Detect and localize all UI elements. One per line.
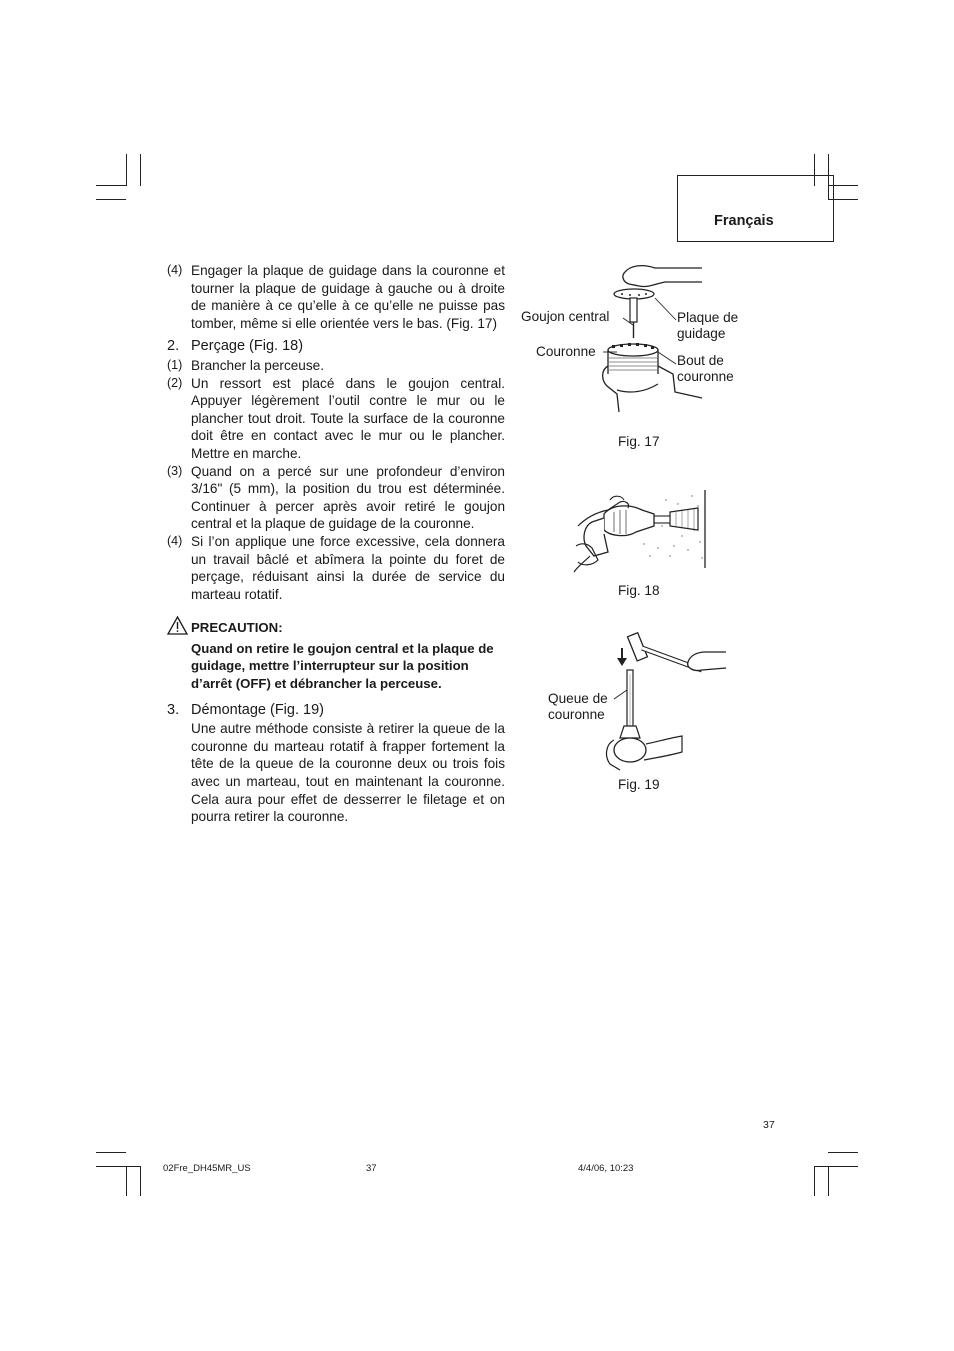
item-number: (2)	[167, 375, 183, 390]
figure-caption: Fig. 19	[618, 777, 660, 792]
section-number: 2.	[167, 338, 180, 355]
section-title: Perçage (Fig. 18)	[191, 338, 304, 355]
figure-caption: Fig. 18	[618, 583, 660, 598]
item-number: (1)	[167, 357, 183, 372]
figure-caption: Fig. 17	[618, 434, 660, 449]
section-title: Démontage (Fig. 19)	[191, 701, 324, 718]
footer-filename: 02Fre_DH45MR_US	[163, 1163, 251, 1174]
item-text: Si l’on applique une force excessive, cela donnera un travail bâclé et abîmera la pointe du foret de perçage, réduisant ainsi la durée de service du marteau rotatif.	[191, 533, 505, 602]
label-couronne: Couronne	[536, 344, 596, 359]
item-number: (4)	[167, 263, 183, 277]
item-text: Engager la plaque de guidage dans la couronne et tourner la plaque de guidage à gauche ou à droite de manière à ce qu’elle à ce qu’elle ne puisse pas tomber, même si elle orientée vers le bas. (Fig. 17)	[191, 263, 505, 331]
label-queue-de-couronne: couronne	[548, 707, 605, 722]
precaution-text: Quand on retire le goujon central et la plaque de guidage, mettre l’interrupteur sur la position d’arrêt (OFF) et débrancher la perceuse.	[191, 640, 494, 692]
label-bout-de-couronne: Bout de	[677, 353, 724, 368]
label-goujon-central: Goujon central	[521, 309, 610, 324]
item-text: Un ressort est placé dans le goujon central. Appuyer légèrement l’outil contre le mur ou le plancher tout droit. Toute la surface de la couronne doit être en contact avec le mur ou le plancher. Mettre en marche.	[191, 375, 505, 461]
section-number: 3.	[167, 701, 180, 718]
item-text: Brancher la perceuse.	[191, 357, 324, 373]
precaution-title: PRECAUTION	[191, 620, 279, 636]
item-text: Quand on a percé sur une profondeur d’environ 3/16" (5 mm), la position du trou est déterminée. Continuer à percer après avoir retiré le goujon central et la plaque de guidage de la couronne.	[191, 463, 505, 532]
label-queue-de-couronne: Queue de	[548, 691, 608, 706]
page-number: 37	[763, 1119, 775, 1131]
item-number: (4)	[167, 533, 183, 548]
precaution-colon: :	[278, 620, 283, 636]
item-number: (3)	[167, 463, 183, 478]
label-plaque-de-guidage: guidage	[677, 326, 726, 341]
section-paragraph: Une autre méthode consiste à retirer la queue de la couronne du marteau rotatif à frapper fortement la tête de la queue de la couronne deux ou trois fois avec un marteau, tout en maintenant la couronne. Cela aura pour effet de desserrer le filetage et on pourra retirer la couronne.	[191, 721, 505, 825]
language-label: Français	[714, 213, 774, 229]
label-plaque-de-guidage: Plaque de	[677, 310, 739, 325]
footer-timestamp: 4/4/06, 10:23	[578, 1163, 634, 1174]
footer-page: 37	[366, 1163, 377, 1174]
label-bout-de-couronne: couronne	[677, 369, 734, 384]
